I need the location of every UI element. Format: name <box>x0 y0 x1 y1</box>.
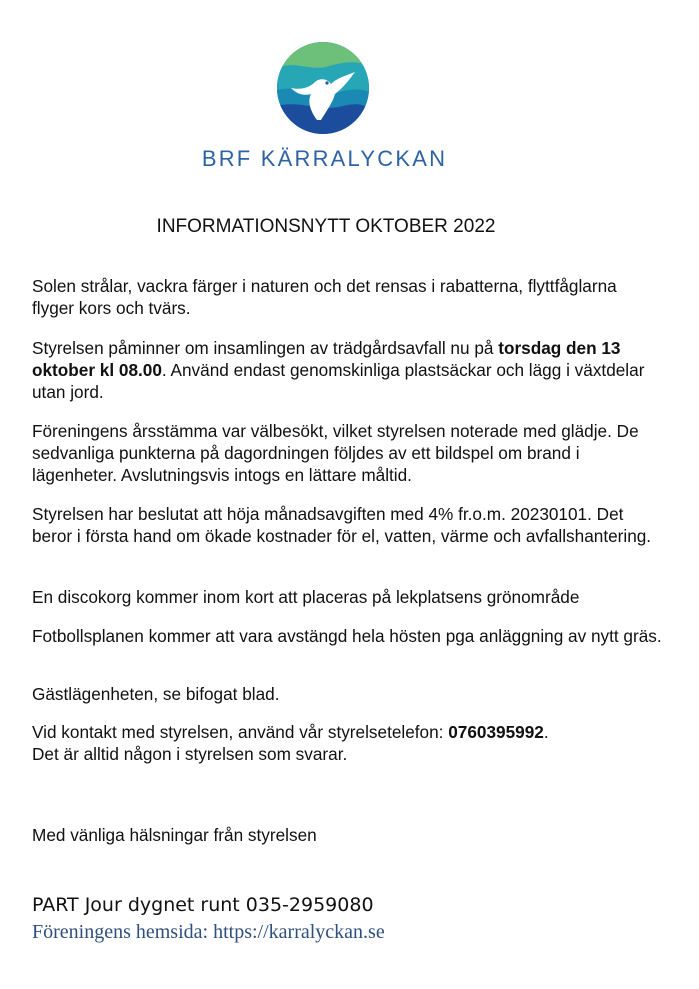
paragraph-disco-swing: En discokorg kommer inom kort att placeras på lekplatsens grönområde <box>32 587 580 607</box>
paragraph-guest-apartment: Gästlägenheten, se bifogat blad. <box>32 684 280 704</box>
paragraph-contact: Vid kontakt med styrelsen, använd vår styrelsetelefon: 0760395992. Det är alltid någon i styrelsen som svarar. <box>32 722 549 764</box>
regards: Med vänliga hälsningar från styrelsen <box>32 825 317 845</box>
website-link[interactable]: Föreningens hemsida: https://karralyckan.se <box>32 921 385 943</box>
logo <box>277 42 369 134</box>
paragraph-fee-increase: Styrelsen har beslutat att höja månadsavgiften med 4% fr.o.m. 20230101. Det beror i första hand om ökade kostnader för el, vatten, värme och avfallshantering. <box>32 504 652 546</box>
board-phone-number: 0760395992 <box>448 722 544 742</box>
paragraph-annual-meeting: Föreningens årsstämma var välbesökt, vilket styrelsen noterade med glädje. De sedvanliga punkterna på dagordningen följdes av ett bildspel om brand i lägenheter. Avslutningsvis intogs en lättare måltid. <box>32 421 639 485</box>
collection-date: torsdag den 13 oktober kl 08.00 <box>32 338 621 380</box>
paragraph-garden-waste: Styrelsen påminner om insamlingen av trädgårdsavfall nu på torsdag den 13 oktober kl 08.00. Använd endast genomskinliga plastsäckar och lägg i växtdelar utan jord. <box>32 338 645 402</box>
brand-name: BRF KÄRRALYCKAN <box>201 146 448 171</box>
part-emergency-line: PART Jour dygnet runt 035-2959080 <box>32 894 374 916</box>
paragraph-weather: Solen strålar, vackra färger i naturen och det rensas i rabatterna, flyttfåglarna flyger kors och tvärs. <box>32 276 617 318</box>
page-title: INFORMATIONSNYTT OKTOBER 2022 <box>156 216 496 237</box>
paragraph-football-field: Fotbollsplanen kommer att vara avstängd hela hösten pga anläggning av nytt gräs. <box>32 626 662 646</box>
